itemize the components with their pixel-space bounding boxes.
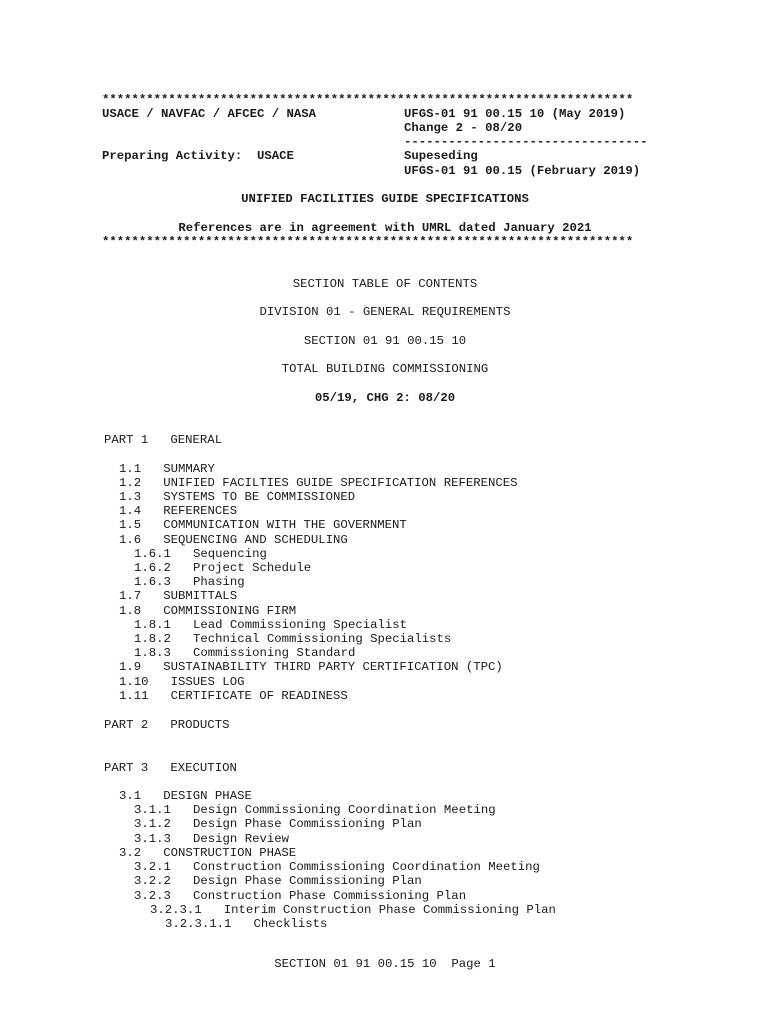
division-title: DIVISION 01 - GENERAL REQUIREMENTS bbox=[259, 305, 511, 319]
toc-item: 3.1.3 Design Review bbox=[134, 832, 289, 846]
toc-item: 1.8.1 Lead Commissioning Specialist bbox=[134, 618, 408, 632]
header-stars-bottom: ************************************************************************ bbox=[102, 235, 634, 249]
toc-item: 3.1.1 Design Commissioning Coordination Meeting bbox=[134, 803, 496, 817]
references-note: References are in agreement with UMRL dated January 2021 bbox=[178, 221, 592, 235]
toc-item: 3.2.3.1 Interim Construction Phase Commissioning Plan bbox=[150, 903, 556, 917]
ufgs-number: UFGS-01 91 00.15 10 (May 2019) bbox=[404, 107, 626, 121]
toc-item: 1.6 SEQUENCING AND SCHEDULING bbox=[119, 533, 348, 547]
change-line: Change 2 - 08/20 bbox=[404, 121, 523, 135]
toc-item: 1.5 COMMUNICATION WITH THE GOVERNMENT bbox=[119, 518, 407, 532]
section-name: TOTAL BUILDING COMMISSIONING bbox=[281, 362, 489, 376]
section-date: 05/19, CHG 2: 08/20 bbox=[314, 391, 456, 405]
toc-item: 1.8.3 Commissioning Standard bbox=[134, 646, 356, 660]
toc-item: 1.2 UNIFIED FACILTIES GUIDE SPECIFICATION REFERENCES bbox=[119, 476, 518, 490]
toc-item: 1.9 SUSTAINABILITY THIRD PARTY CERTIFICATION (TPC) bbox=[119, 660, 503, 674]
toc-item: 1.3 SYSTEMS TO BE COMMISSIONED bbox=[119, 490, 356, 504]
superseding-label: Supeseding bbox=[404, 149, 478, 163]
toc-item: 1.10 ISSUES LOG bbox=[119, 675, 245, 689]
toc-item: 3.2.2 Design Phase Commissioning Plan bbox=[134, 874, 422, 888]
toc-item: 3.2.3 Construction Phase Commissioning Plan bbox=[134, 889, 467, 903]
part-2-heading: PART 2 PRODUCTS bbox=[104, 718, 230, 732]
part-1-heading: PART 1 GENERAL bbox=[104, 433, 223, 447]
toc-item: 1.11 CERTIFICATE OF READINESS bbox=[119, 689, 348, 703]
superseded-ufgs: UFGS-01 91 00.15 (February 2019) bbox=[404, 164, 641, 178]
toc-item: 3.1.2 Design Phase Commissioning Plan bbox=[134, 817, 422, 831]
toc-item: 1.7 SUBMITTALS bbox=[119, 589, 238, 603]
toc-title: SECTION TABLE OF CONTENTS bbox=[292, 277, 478, 291]
toc-item: 3.2 CONSTRUCTION PHASE bbox=[119, 846, 297, 860]
toc-item: 1.4 REFERENCES bbox=[119, 504, 238, 518]
page-footer: SECTION 01 91 00.15 10 Page 1 bbox=[274, 957, 496, 971]
preparing-activity: Preparing Activity: USACE bbox=[102, 149, 294, 163]
toc-item: 1.6.2 Project Schedule bbox=[134, 561, 312, 575]
toc-item: 1.6.1 Sequencing bbox=[134, 547, 267, 561]
section-number: SECTION 01 91 00.15 10 bbox=[303, 334, 467, 348]
agencies-line: USACE / NAVFAC / AFCEC / NASA bbox=[102, 107, 317, 121]
toc-item: 1.6.3 Phasing bbox=[134, 575, 245, 589]
toc-item: 1.8.2 Technical Commissioning Specialists bbox=[134, 632, 452, 646]
toc-item: 3.2.1 Construction Commissioning Coordination Meeting bbox=[134, 860, 540, 874]
toc-item: 1.8 COMMISSIONING FIRM bbox=[119, 604, 297, 618]
guide-title: UNIFIED FACILITIES GUIDE SPECIFICATIONS bbox=[241, 192, 529, 206]
toc-item: 3.2.3.1.1 Checklists bbox=[165, 917, 328, 931]
toc-item: 1.1 SUMMARY bbox=[119, 462, 215, 476]
toc-item: 3.1 DESIGN PHASE bbox=[119, 789, 252, 803]
header-stars-top: ************************************************************************ bbox=[102, 93, 634, 107]
header-rule: --------------------------------- bbox=[404, 135, 648, 149]
part-3-heading: PART 3 EXECUTION bbox=[104, 761, 237, 775]
